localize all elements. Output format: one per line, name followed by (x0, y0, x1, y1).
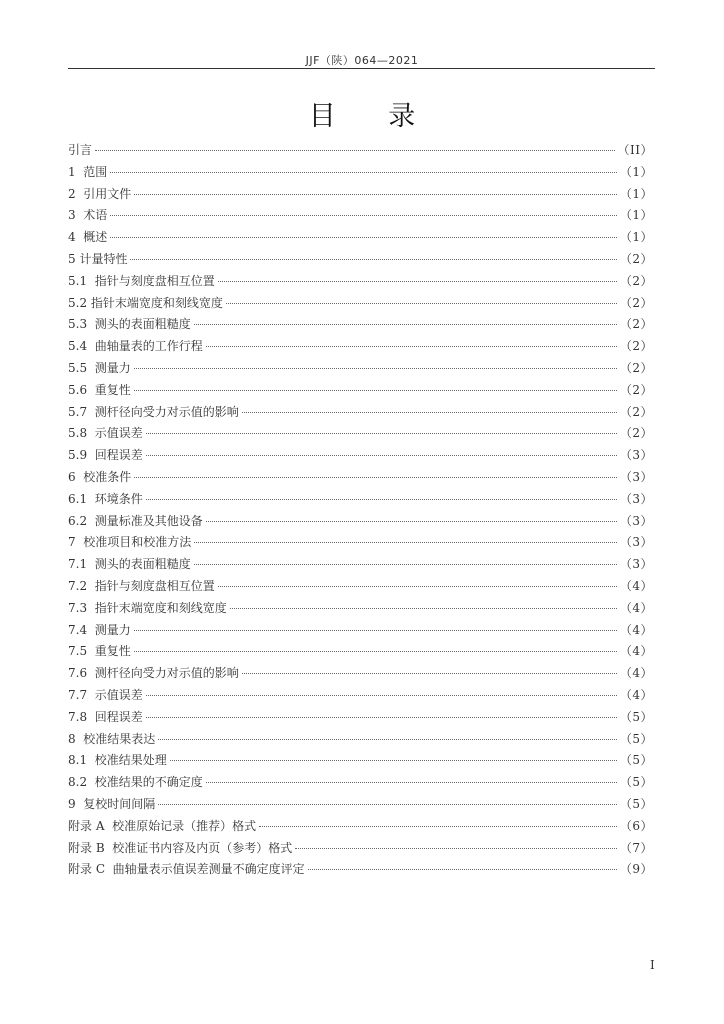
toc-entry-label: 5.8 示值误差 (68, 426, 143, 441)
toc-entry-label: 5 计量特性 (68, 251, 128, 266)
toc-entry[interactable] (68, 227, 653, 249)
toc-entry-label: 9 复校时间间隔 (68, 796, 156, 811)
toc-entry-label: 引言 (68, 143, 93, 157)
toc-entry-page: （5） (619, 709, 653, 724)
toc-entry[interactable] (68, 249, 653, 271)
toc-entry[interactable] (68, 641, 653, 663)
toc-entry-label: 5.6 重复性 (68, 382, 131, 397)
dot-leader (308, 868, 617, 870)
toc-entry-page: （4） (619, 578, 653, 593)
toc-entry-page: （2） (619, 251, 653, 266)
toc-entry-label: 7.4 测量力 (68, 622, 131, 637)
toc-entry-page: （2） (619, 317, 653, 332)
toc-entry-page: （4） (619, 644, 653, 659)
dot-leader (226, 302, 617, 304)
toc-entry[interactable] (68, 445, 653, 467)
toc-entry[interactable] (68, 205, 653, 227)
toc-entry-label: 2 引用文件 (68, 186, 132, 201)
page-number: I (650, 958, 655, 972)
toc-entry-page: （5） (619, 753, 653, 768)
toc-entry-page: （2） (619, 360, 653, 375)
toc-entry-label: 6 校准条件 (68, 469, 132, 484)
dot-leader (146, 454, 617, 456)
dot-leader (206, 781, 617, 783)
dot-leader (158, 738, 617, 740)
toc-entry-label: 5.1 指针与刻度盘相互位置 (68, 273, 215, 288)
toc-entry-label: 7.2 指针与刻度盘相互位置 (68, 578, 215, 593)
toc-entry[interactable] (68, 140, 653, 162)
toc-entry-page: （2） (619, 382, 653, 397)
toc-entry-label: 5.5 测量力 (68, 360, 131, 375)
toc-entry[interactable] (68, 184, 653, 206)
toc-entry-page: （2） (619, 295, 653, 310)
toc-entry-label: 5.9 回程误差 (68, 448, 143, 463)
dot-leader (170, 759, 617, 761)
toc-entry-page: （6） (619, 818, 653, 833)
toc-entry-page: （9） (619, 862, 653, 877)
toc-entry[interactable] (68, 772, 653, 794)
toc-entry-label: 8 校准结果表达 (68, 731, 156, 746)
toc-entry[interactable] (68, 620, 653, 642)
dot-leader (295, 847, 617, 849)
toc-entry-label: 7.5 重复性 (68, 644, 131, 659)
dot-leader (242, 672, 617, 674)
toc-entry[interactable] (68, 729, 653, 751)
toc-entry-page: （2） (619, 404, 653, 419)
toc-entry-page: （3） (619, 469, 653, 484)
toc-entry-page: （2） (619, 339, 653, 354)
toc-entry[interactable] (68, 859, 653, 881)
toc-entry[interactable] (68, 685, 653, 707)
dot-leader (194, 323, 617, 325)
toc-entry-page: （5） (619, 775, 653, 790)
toc-entry[interactable] (68, 816, 653, 838)
table-of-contents (68, 140, 653, 881)
toc-entry-label: 5.4 曲轴量表的工作行程 (68, 339, 203, 354)
toc-entry[interactable] (68, 162, 653, 184)
toc-entry-page: （1） (619, 230, 653, 245)
toc-entry-label: 6.2 测量标准及其他设备 (68, 513, 203, 528)
toc-entry-label: 8.2 校准结果的不确定度 (68, 775, 203, 790)
document-code-header: JJF（陕）064—2021 (305, 54, 419, 67)
toc-entry-label: 7.3 指针末端宽度和刻线宽度 (68, 600, 227, 615)
toc-entry-label: 7.6 测杆径向受力对示值的影响 (68, 666, 239, 681)
toc-entry[interactable] (68, 293, 653, 315)
dot-leader (230, 607, 617, 609)
toc-entry[interactable] (68, 598, 653, 620)
dot-leader (134, 476, 617, 478)
toc-entry-label: 4 概述 (68, 230, 108, 245)
toc-entry[interactable] (68, 489, 653, 511)
toc-entry[interactable] (68, 402, 653, 424)
toc-entry[interactable] (68, 380, 653, 402)
toc-entry-page: （3） (619, 557, 653, 572)
toc-entry-page: （4） (619, 622, 653, 637)
toc-entry-label: 附录 A 校准原始记录（推荐）格式 (68, 818, 257, 833)
dot-leader (130, 258, 616, 260)
toc-entry-page: （5） (619, 731, 653, 746)
toc-entry-label: 5.2 指针末端宽度和刻线宽度 (68, 295, 223, 310)
toc-entry-page: （1） (619, 164, 653, 179)
dot-leader (146, 432, 617, 434)
dot-leader (110, 214, 617, 216)
toc-entry[interactable] (68, 794, 653, 816)
toc-entry-label: 6.1 环境条件 (68, 491, 143, 506)
toc-entry[interactable] (68, 663, 653, 685)
dot-leader (134, 193, 617, 195)
toc-entry[interactable] (68, 423, 653, 445)
toc-entry[interactable] (68, 554, 653, 576)
toc-entry-page: （3） (619, 535, 653, 550)
toc-entry[interactable] (68, 271, 653, 293)
toc-entry-page: （3） (619, 513, 653, 528)
toc-entry-label: 5.3 测头的表面粗糙度 (68, 317, 191, 332)
dot-leader (95, 149, 615, 151)
toc-entry-label: 3 术语 (68, 208, 108, 223)
dot-leader (206, 345, 617, 347)
dot-leader (206, 520, 617, 522)
toc-entry-label: 1 范围 (68, 164, 108, 179)
dot-leader (110, 171, 617, 173)
dot-leader (146, 498, 617, 500)
toc-entry-label: 7 校准项目和校准方法 (68, 535, 192, 550)
toc-entry[interactable] (68, 838, 653, 860)
toc-entry-page: （3） (619, 491, 653, 506)
toc-entry-page: （1） (619, 186, 653, 201)
toc-entry[interactable] (68, 576, 653, 598)
header-divider (68, 68, 655, 69)
toc-entry[interactable] (68, 532, 653, 554)
toc-entry-page: （5） (619, 796, 653, 811)
toc-entry-page: （4） (619, 687, 653, 702)
dot-leader (259, 825, 617, 827)
toc-entry-page: （2） (619, 426, 653, 441)
dot-leader (134, 389, 617, 391)
dot-leader (194, 541, 617, 543)
toc-entry[interactable] (68, 750, 653, 772)
toc-entry-page: （3） (619, 448, 653, 463)
toc-entry-page: （2） (619, 273, 653, 288)
toc-entry-label: 7.1 测头的表面粗糙度 (68, 557, 191, 572)
dot-leader (194, 563, 617, 565)
toc-entry[interactable] (68, 314, 653, 336)
toc-entry-label: 8.1 校准结果处理 (68, 753, 167, 768)
dot-leader (134, 629, 617, 631)
toc-entry-page: （1） (619, 208, 653, 223)
dot-leader (146, 694, 617, 696)
dot-leader (110, 236, 617, 238)
toc-entry-page: （4） (619, 600, 653, 615)
toc-entry-label: 7.8 回程误差 (68, 709, 143, 724)
toc-entry-page: （II） (617, 143, 653, 157)
toc-entry[interactable] (68, 707, 653, 729)
toc-entry-label: 附录 B 校准证书内容及内页（参考）格式 (68, 840, 293, 855)
page-title: 目 录 (308, 101, 438, 132)
toc-entry[interactable] (68, 467, 653, 489)
dot-leader (242, 411, 617, 413)
dot-leader (134, 367, 617, 369)
toc-entry[interactable] (68, 358, 653, 380)
toc-entry-page: （4） (619, 666, 653, 681)
toc-entry-label: 附录 C 曲轴量表示值误差测量不确定度评定 (68, 862, 305, 877)
toc-entry[interactable] (68, 336, 653, 358)
dot-leader (218, 585, 617, 587)
toc-entry-label: 5.7 测杆径向受力对示值的影响 (68, 404, 239, 419)
toc-entry[interactable] (68, 511, 653, 533)
dot-leader (158, 803, 617, 805)
dot-leader (218, 280, 617, 282)
dot-leader (146, 716, 617, 718)
toc-entry-page: （7） (619, 840, 653, 855)
dot-leader (134, 650, 617, 652)
toc-entry-label: 7.7 示值误差 (68, 687, 143, 702)
